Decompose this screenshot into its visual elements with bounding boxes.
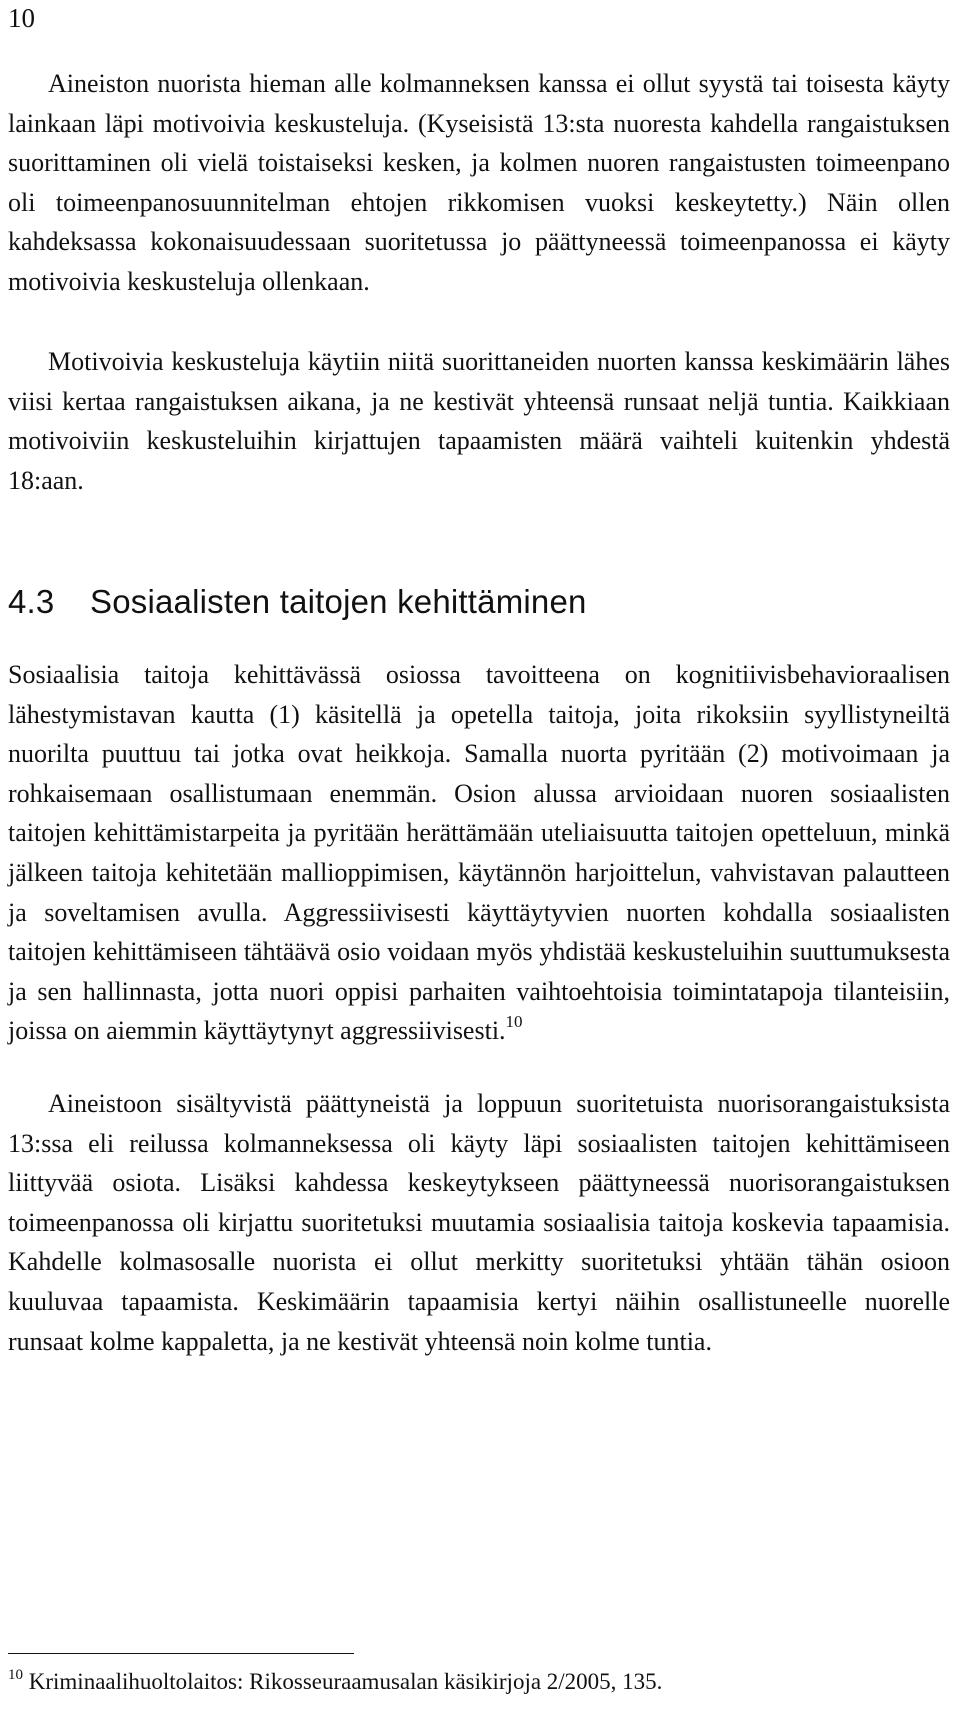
paragraph-text: Sosiaalisia taitoja kehittävässä osiossa tavoitteena on kognitiivisbehavioraalisen lähestymistavan kautta (1) käsitellä ja opetella taitoja, joita rikoksiin syyllistyneiltä nuorilta puuttuu tai jotka ovat heikkoja. Samalla nuorta pyritään (2) motivoimaan ja rohkaisemaan osallistumaan enemmän. Osion alussa arvioidaan nuoren sosiaalisten taitojen kehittämistarpeita ja pyritään herättämään uteliaisuutta taitojen opetteluun, minkä jälkeen taitoja kehitetään mallioppimisen, käytännön harjoittelun, vahvistavan palautteen ja soveltamisen avulla. Aggressiivisesti käyttäytyvien nuorten kohdalla sosiaalisten taitojen kehittämiseen tähtäävä osio voidaan myös yhdistää keskusteluihin suuttumuksesta ja sen hallinnasta, jotta nuori oppisi parhaiten vaihtoehtoisia toimintatapoja tilanteisiin, joissa on aiemmin käyttäytynyt aggressiivisesti. [8, 660, 950, 1046]
footnote-reference[interactable]: 10 [505, 1012, 523, 1032]
section-heading [8, 582, 587, 622]
paragraph-text: Aineistoon sisältyvistä päättyneistä ja loppuun suoritetuista nuorisorangaistuksista 13:ssa eli reilussa kolmanneksessa oli käyty läpi sosiaalisten taitojen kehittämiseen liittyvää osiota. Lisäksi kahdessa keskeytykseen päättyneessä nuorisorangaistuksen toimeenpanossa oli kirjattu suoritetuksi muutamia sosiaalisia taitoja koskevia tapaamisia. Kahdelle kolmasosalle nuorista ei ollut merkitty suoritetuksi yhtään tähän osioon kuuluvaa tapaamista. Keskimäärin tapaamisia kertyi näihin osallistuneelle nuorelle runsaat kolme kappaletta, ja ne kestivät yhteensä noin kolme tuntia. [8, 1089, 950, 1356]
section-number: 4.3 [8, 583, 55, 620]
footnote [8, 1666, 662, 1698]
footnote-separator [8, 1653, 354, 1654]
paragraph-social-skills-statistics [8, 1084, 950, 1361]
footnote-text: Kriminaalihuoltolaitos: Rikosseuraamusalan käsikirjoja 2/2005, 135. [28, 1669, 663, 1694]
paragraph-motivational-talks-frequency [8, 342, 950, 500]
footnote-number: 10 [8, 1667, 23, 1683]
paragraph-motivational-talks-coverage [8, 64, 950, 302]
paragraph-social-skills-description [8, 655, 950, 1051]
section-title: Sosiaalisten taitojen kehittäminen [90, 583, 587, 620]
paragraph-text: Motivoivia keskusteluja käytiin niitä suorittaneiden nuorten kanssa keskimäärin lähes viisi kertaa rangaistuksen aikana, ja ne kestivät yhteensä runsaat neljä tuntia. Kaikkiaan motivoiviin keskusteluihin kirjattujen tapaamisten määrä vaihteli kuitenkin yhdestä 18:aan. [8, 347, 950, 495]
page-number: 10 [8, 3, 35, 33]
paragraph-text: Aineiston nuorista hieman alle kolmanneksen kanssa ei ollut syystä tai toisesta käyty lainkaan läpi motivoivia keskusteluja. (Kyseisistä 13:sta nuoresta kahdella rangaistuksen suorittaminen oli vielä toistaiseksi kesken, ja kolmen nuoren rangaistusten toimeenpano oli toimeenpanosuunnitelman ehtojen rikkomisen vuoksi keskeytetty.) Näin ollen kahdeksassa kokonaisuudessaan suoritetussa jo päättyneessä toimeenpanossa ei käyty motivoivia keskusteluja ollenkaan. [8, 69, 950, 296]
